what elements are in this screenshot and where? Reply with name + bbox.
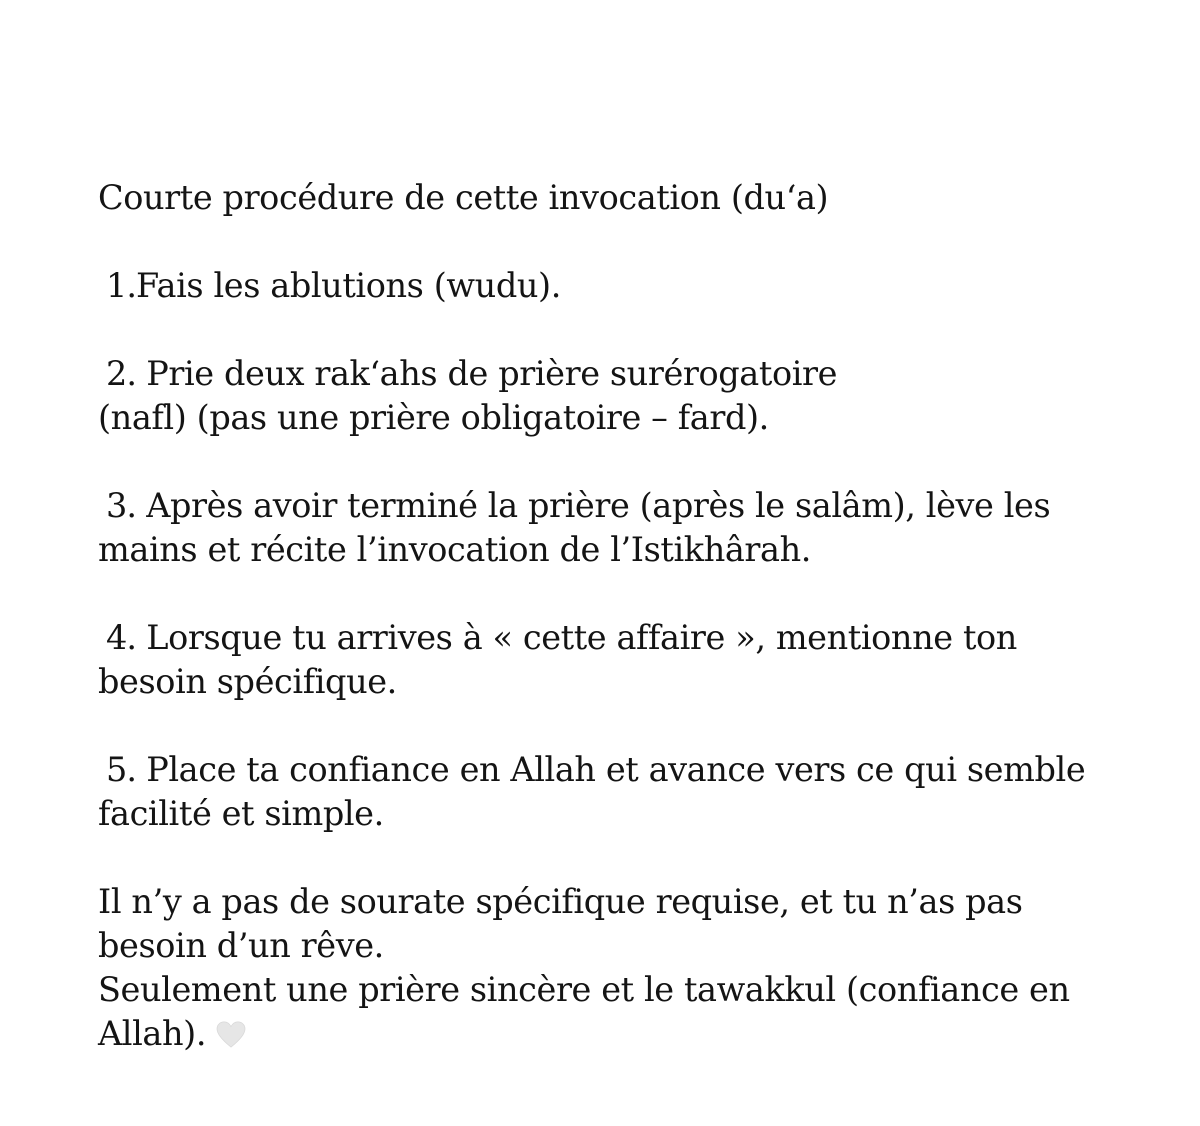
step-3-line-1	[98, 484, 1128, 528]
step-2-line-1	[98, 352, 1128, 396]
step-4-number: 4.	[106, 618, 136, 657]
step-2-text-2: (nafl) (pas une prière obligatoire – fard).	[98, 398, 769, 437]
document-body	[98, 176, 1128, 1100]
step-4-text-1: Lorsque tu arrives à « cette affaire », mentionne ton	[146, 618, 1017, 657]
step-2-number: 2.	[106, 354, 136, 393]
closing-line-3: Seulement une prière sincère et le tawakkul (confiance en	[98, 970, 1070, 1009]
closing-line-2: besoin d’un rêve.	[98, 926, 384, 965]
step-5-text-1: Place ta confiance en Allah et avance vers ce qui semble	[146, 750, 1086, 789]
step-2-text-1: Prie deux rak‘ahs de prière surérogatoire	[146, 354, 838, 393]
closing-line-4-wrap	[98, 1012, 1128, 1056]
heading-block	[98, 176, 1128, 220]
step-1-text-1: Fais les ablutions (wudu).	[135, 266, 561, 305]
closing-line-1: Il n’y a pas de sourate spécifique requise, et tu n’as pas	[98, 882, 1023, 921]
step-3-text-2: mains et récite l’invocation de l’Istikhârah.	[98, 530, 812, 569]
page-title: Courte procédure de cette invocation (du‘a)	[98, 178, 829, 217]
step-1-number: 1.	[106, 266, 136, 305]
step-4-text-2: besoin spécifique.	[98, 662, 397, 701]
step-5-line-1	[98, 748, 1128, 792]
step-3	[98, 484, 1128, 572]
step-2	[98, 352, 1128, 440]
step-4-line-1	[98, 616, 1128, 660]
closing-block	[98, 880, 1128, 1056]
step-1-line-1	[98, 264, 1128, 308]
step-3-text-1: Après avoir terminé la prière (après le salâm), lève les	[146, 486, 1051, 525]
step-3-number: 3.	[106, 486, 136, 525]
step-5	[98, 748, 1128, 836]
step-5-number: 5.	[106, 750, 136, 789]
step-5-text-2: facilité et simple.	[98, 794, 384, 833]
closing-line-4: Allah).	[98, 1014, 207, 1053]
white-heart-icon	[216, 1021, 246, 1049]
step-1	[98, 264, 1128, 308]
step-4	[98, 616, 1128, 704]
